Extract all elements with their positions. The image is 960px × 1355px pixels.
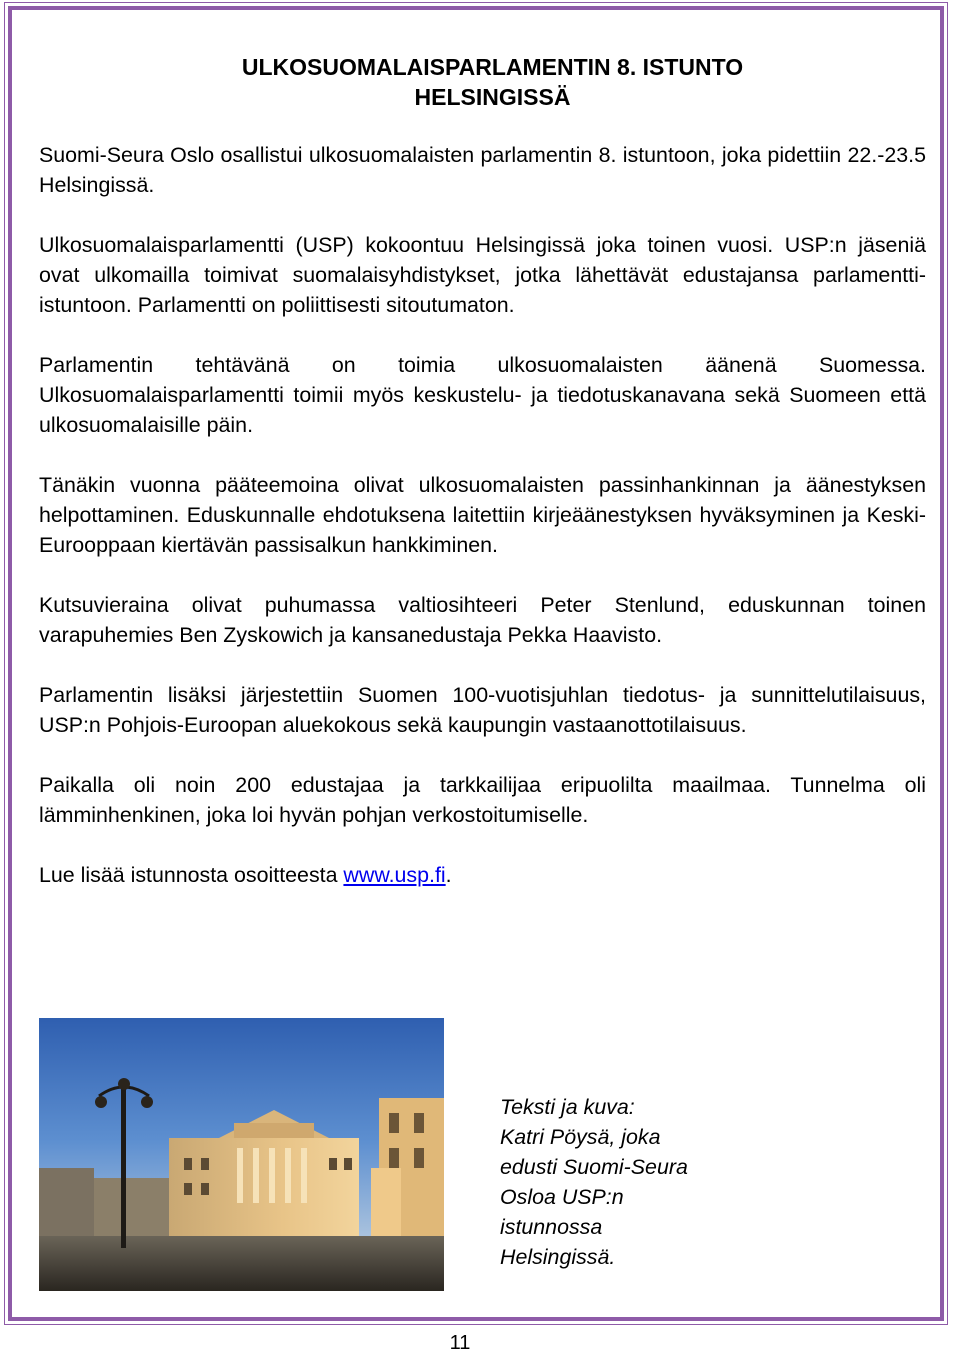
read-more-prefix: Lue lisää istunnosta osoitteesta [39,863,344,887]
caption-line-6: Helsingissä. [500,1245,616,1269]
paragraph-attendance: Paikalla oli noin 200 edustajaa ja tarkkailijaa eripuolilta maailmaa. Tunnelma oli lämminhenkinen, joka loi hyvän pohjan verkostoitumiselle. [39,773,926,827]
caption-line-3: edusti Suomi-Seura [500,1155,688,1179]
paragraph-usp: Ulkosuomalaisparlamentti (USP) kokoontuu Helsingissä joka toinen vuosi. USP:n jäseniä ovat ulkomailla toimivat suomalaisyhdistykset, jotka lähettävät edustajansa parlamentti-istuntoon. Parlamentti on poliittisesti sitoutumaton. [39,233,926,317]
usp-link[interactable]: www.usp.fi [343,863,446,887]
page-title [39,52,926,112]
caption-line-1: Teksti ja kuva: [500,1095,635,1119]
paragraph-task: Parlamentin tehtävänä on toimia ulkosuomalaisten äänenä Suomessa. Ulkosuomalaisparlamentti toimii myös keskustelu- ja tiedotuskanavana sekä Suomeen että ulkosuomalaisille päin. [39,353,926,437]
read-more-suffix: . [445,863,452,887]
photo-illustration [39,1018,444,1291]
paragraph-intro: Suomi-Seura Oslo osallistui ulkosuomalaisten parlamentin 8. istuntoon, joka pidettiin 22.-23.5 Helsingissä. [39,143,926,197]
photo-helsinki-square [39,1018,444,1291]
caption-line-2: Katri Pöysä, joka [500,1125,661,1149]
page-number: 11 [449,1332,471,1354]
title-line-2: HELSINGISSÄ [414,84,571,110]
paragraph-themes: Tänäkin vuonna pääteemoina olivat ulkosuomalaisten passinhankinnan ja äänestyksen helpottaminen. Eduskunnalle ehdotuksena laitettiin kirjeäänestyksen hyväksyminen ja Keski-Eurooppaan kiertävän passisalkun hankkiminen. [39,473,926,557]
title-line-1: ULKOSUOMALAISPARLAMENTIN 8. ISTUNTO [241,54,744,80]
article [39,52,926,920]
caption-line-5: istunnossa [500,1215,603,1239]
caption-line-4: Osloa USP:n [500,1185,624,1209]
paragraph-read-more [39,860,926,890]
photo-caption [500,1092,800,1272]
paragraph-events: Parlamentin lisäksi järjestettiin Suomen 100-vuotisjuhlan tiedotus- ja sunnittelutilaisuus, USP:n Pohjois-Euroopan aluekokous sekä kaupungin vastaanottotilaisuus. [39,683,926,737]
paragraph-guests: Kutsuvieraina olivat puhumassa valtiosihteeri Peter Stenlund, eduskunnan toinen varapuhemies Ben Zyskowich ja kansanedustaja Pekka Haavisto. [39,593,926,647]
